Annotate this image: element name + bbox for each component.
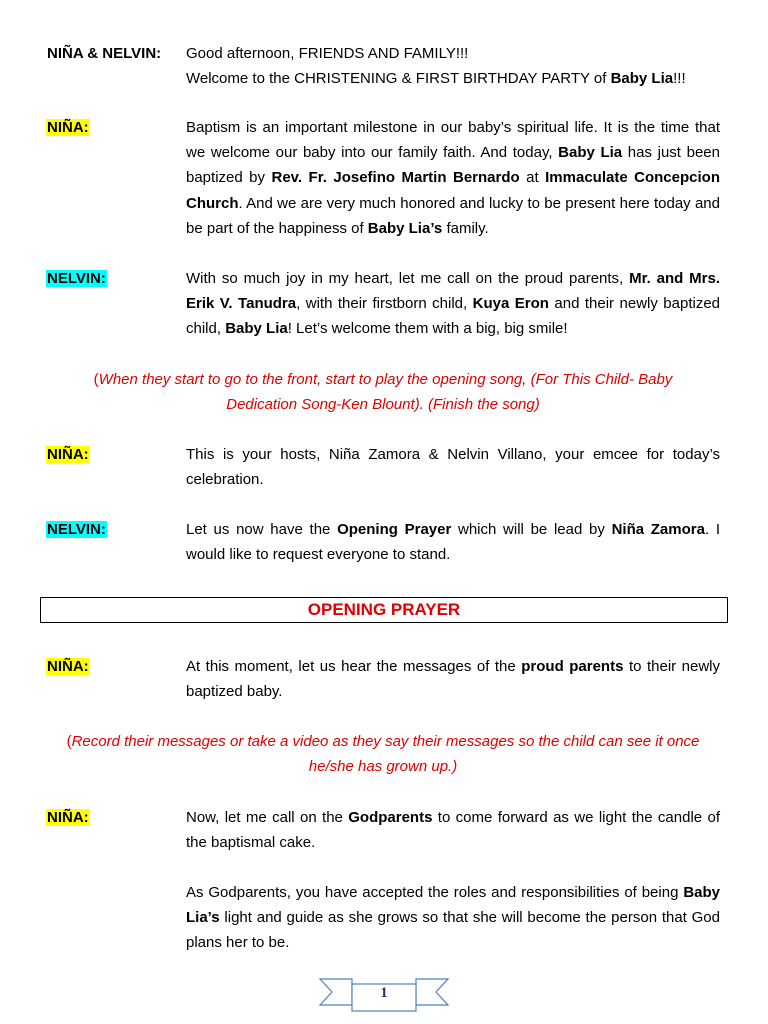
speaker-label: NIÑA & NELVIN:	[47, 45, 162, 62]
speaker-label: NELVIN:	[47, 521, 106, 538]
speaker-label: NIÑA:	[47, 809, 89, 826]
paragraph-text: This is your hosts, Niña Zamora & Nelvin Villano, your emcee for today’s celebration.	[186, 446, 720, 489]
paragraph-text: At this moment, let us hear the messages of the proud parents to their newly baptized baby.	[186, 658, 721, 701]
speaker-label: NIÑA:	[47, 658, 89, 675]
intro-paragraph	[46, 41, 720, 91]
speaker-label: NELVIN:	[47, 270, 106, 287]
stage-direction-record-messages: (Record their messages or take a video as they say their messages so the child can see it once he/she has grown up.)	[66, 733, 700, 775]
nelvin-paragraph-parents	[46, 266, 720, 342]
nina-paragraph-baptism	[46, 115, 720, 241]
paragraph-text: As Godparents, you have accepted the roles and responsibilities of being Baby Lia’s light and guide as she grows so that she will become the person that God plans her to be.	[186, 884, 720, 952]
stage-direction-opening-song: (When they start to go to the front, start to play the opening song, (For This Child- Baby Dedication Song-Ken Blount). (Finish the song)	[93, 371, 673, 413]
intro-text: Good afternoon, FRIENDS AND FAMILY!!! Welcome to the CHRISTENING & FIRST BIRTHDAY PARTY of Baby Lia!!!	[186, 45, 686, 88]
page-number-ribbon	[318, 975, 450, 1015]
paragraph-text: Let us now have the Opening Prayer which will be lead by Niña Zamora. I would like to request everyone to stand.	[186, 521, 720, 564]
section-title-opening-prayer: OPENING PRAYER	[40, 597, 728, 623]
godparents-responsibility-paragraph	[46, 880, 720, 956]
nelvin-paragraph-prayer	[46, 517, 720, 567]
nina-paragraph-godparents	[46, 805, 720, 855]
nina-paragraph-messages	[46, 654, 720, 704]
nina-paragraph-hosts	[46, 442, 720, 492]
paragraph-text: Baptism is an important milestone in our baby’s spiritual life. It is the time that we welcome our baby into our family faith. And today, Baby Lia has just been baptized by Rev. Fr. Josefino Martin Bernardo at Immaculate Concepcion Church. And we are very much honored and lucky to be present here today and be part of the happiness of Baby Lia’s family.	[186, 119, 720, 237]
paragraph-text: With so much joy in my heart, let me call on the proud parents, Mr. and Mrs. Erik V. Tanudra, with their firstborn child, Kuya Eron and their newly baptized child, Baby Lia! Let’s welcome them with a big, big smile!	[186, 270, 721, 338]
paragraph-text: Now, let me call on the Godparents to come forward as we light the candle of the baptismal cake.	[186, 809, 721, 852]
speaker-label: NIÑA:	[47, 119, 89, 136]
speaker-label: NIÑA:	[47, 446, 89, 463]
page-number: 1	[380, 985, 388, 1001]
